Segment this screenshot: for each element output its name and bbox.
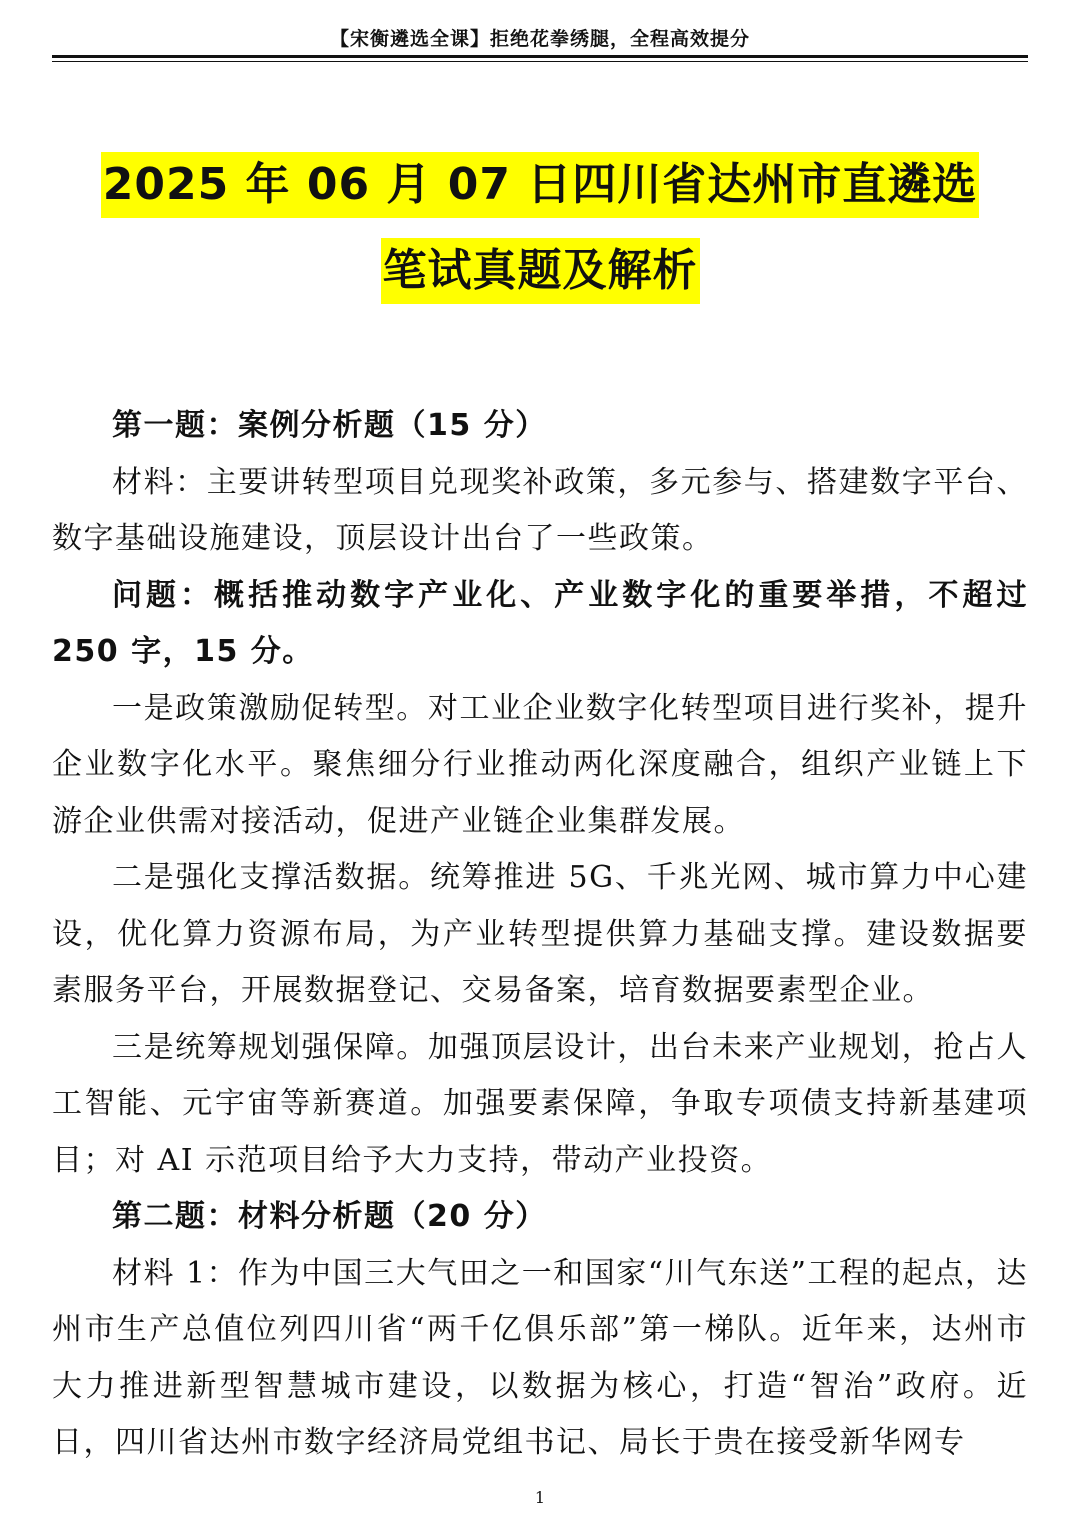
document-header-banner: 【宋衡遴选全课】拒绝花拳绣腿，全程高效提分 — [329, 28, 750, 50]
paragraph-answer-1: 一是政策激励促转型。对工业企业数字化转型项目进行奖补，提升企业数字化水平。聚焦细分行业推动两化深度融合，组织产业链上下游企业供需对接活动，促进产业链企业集群发展。 — [52, 690, 1028, 839]
header-rule-thin — [52, 61, 1028, 62]
heading-question-2: 第二题：材料分析题（20 分） — [112, 1199, 547, 1234]
heading-question-1: 第一题：案例分析题（15 分） — [112, 408, 547, 443]
paragraph-material-1: 材料 1：作为中国三大气田之一和国家“川气东送”工程的起点，达州市生产总值位列四川省“两千亿俱乐部”第一梯队。近年来，达州市大力推进新型智慧城市建设，以数据为核心，打造“智治”政府。近日，四川省达州市数字经济局党组书记、局长于贵在接受新华网专 — [52, 1255, 1028, 1460]
paragraph-answer-3: 三是统筹规划强保障。加强顶层设计，出台未来产业规划，抢占人工智能、元宇宙等新赛道。加强要素保障，争取专项债支持新基建项目；对 AI 示范项目给予大力支持，带动产业投资。 — [52, 1029, 1028, 1178]
paragraph-answer-2: 二是强化支撑活数据。统筹推进 5G、千兆光网、城市算力中心建设，优化算力资源布局，为产业转型提供算力基础支撑。建设数据要素服务平台，开展数据登记、交易备案，培育数据要素型企业。 — [52, 860, 1028, 1008]
heading-question-prompt: 问题：概括推动数字产业化、产业数字化的重要举措，不超过 250 字，15 分。 — [52, 577, 1028, 669]
document-body — [52, 398, 1028, 1472]
document-title-line-1: 2025 年 06 月 07 日四川省达州市直遴选 — [101, 152, 980, 218]
title-line-2-container — [0, 238, 1080, 304]
title-line-1-container — [0, 152, 1080, 218]
page-number: 1 — [534, 1488, 546, 1507]
document-title-line-2: 笔试真题及解析 — [381, 238, 700, 304]
paragraph-material: 材料：主要讲转型项目兑现奖补政策，多元参与、搭建数字平台、数字基础设施建设，顶层设计出台了一些政策。 — [52, 464, 1028, 556]
header-rule-thick — [52, 55, 1028, 58]
